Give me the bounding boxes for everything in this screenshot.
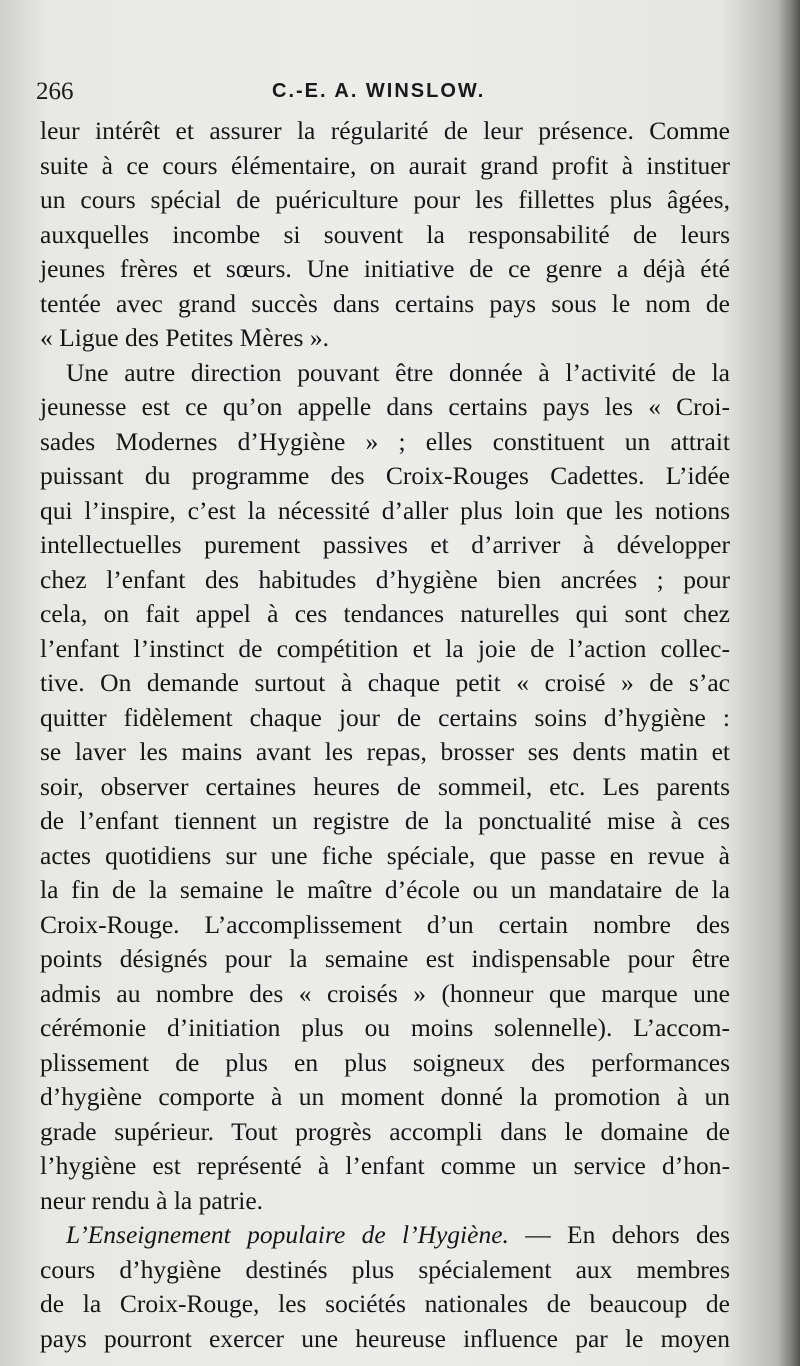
text-line: jeunesse est ce qu’on appelle dans certains pays les « Croi-: [40, 392, 730, 421]
text-line: la fin de la semaine le maître d’école ou un mandataire de la: [40, 875, 730, 904]
text-line: points désignés pour la semaine est indispensable pour être: [40, 944, 730, 973]
text-line: chez l’enfant des habitudes d’hygiène bien ancrées ; pour: [40, 564, 730, 594]
text-line: tentée avec grand succès dans certains pays sous le nom de: [40, 288, 730, 318]
text-line: suite à ce cours élémentaire, on aurait grand profit à instituer: [40, 150, 730, 180]
text-line: plissement de plus en plus soigneux des performances: [40, 1047, 730, 1077]
section-heading-continuation: — En dehors des: [508, 1220, 730, 1249]
running-head: [36, 74, 736, 108]
text-line: pays pourront exercer une heureuse influence par le moyen: [40, 1323, 730, 1353]
page-number: 266: [36, 78, 74, 105]
page-spine-shadow: [778, 0, 800, 1366]
text-line: « Ligue des Petites Mères ».: [40, 323, 329, 352]
section-title: L’Enseignement populaire de l’Hygiène.: [66, 1220, 509, 1249]
text-line: cela, on fait appel à ces tendances naturelles qui sont chez: [40, 599, 730, 628]
text-line: qui l’inspire, c’est la nécessité d’aller plus loin que les notions: [40, 495, 730, 525]
text-line: d’hygiène comporte à un moment donné la promotion à un: [40, 1082, 730, 1111]
text-line: grade supérieur. Tout progrès accompli dans le domaine de: [40, 1116, 730, 1146]
section-heading-line: [40, 1218, 730, 1253]
text-line: actes quotidiens sur une fiche spéciale, que passe en revue à: [40, 840, 730, 870]
text-line: neur rendu à la patrie.: [40, 1185, 264, 1215]
text-line: l’hygiène est représenté à l’enfant comme un service d’hon-: [40, 1151, 730, 1180]
text-line: soir, observer certaines heures de sommeil, etc. Les parents: [40, 771, 730, 801]
text-line: cérémonie d’initiation plus ou moins solennelle). L’accom-: [40, 1013, 730, 1042]
text-line: puissant du programme des Croix-Rouges Cadettes. L’idée: [40, 461, 730, 490]
text-line: admis au nombre des « croisés » (honneur que marque une: [40, 978, 730, 1008]
text-line: leur intérêt et assurer la régularité de leur présence. Comme: [40, 116, 730, 145]
paragraph-first-line: Une autre direction pouvant être donnée à l’activité de la: [66, 357, 730, 387]
text-line: se laver les mains avant les repas, brosser ses dents matin et: [40, 737, 730, 766]
text-line: tive. On demande surtout à chaque petit « croisé » de s’ac: [40, 668, 730, 697]
body-text: [40, 114, 730, 1356]
text-line: un cours spécial de puériculture pour les fillettes plus âgées,: [40, 185, 730, 214]
running-head-author: C.-E. A. WINSLOW.: [272, 80, 486, 102]
text-line: quitter fidèlement chaque jour de certains soins d’hygiène :: [40, 702, 730, 732]
text-line: Croix-Rouge. L’accomplissement d’un certain nombre des: [40, 909, 730, 939]
text-line: auxquelles incombe si souvent la responsabilité de leurs: [40, 219, 730, 249]
text-line: cours d’hygiène destinés plus spécialement aux membres: [40, 1254, 730, 1284]
text-line: jeunes frères et sœurs. Une initiative de ce genre a déjà été: [40, 254, 730, 283]
text-line: sades Modernes d’Hygiène » ; elles constituent un attrait: [40, 426, 730, 456]
text-line: de l’enfant tiennent un registre de la ponctualité mise à ces: [40, 806, 730, 835]
text-line: l’enfant l’instinct de compétition et la joie de l’action collec-: [40, 633, 730, 663]
text-line: de la Croix-Rouge, les sociétés nationales de beaucoup de: [40, 1289, 730, 1318]
text-line: intellectuelles purement passives et d’arriver à développer: [40, 530, 730, 559]
